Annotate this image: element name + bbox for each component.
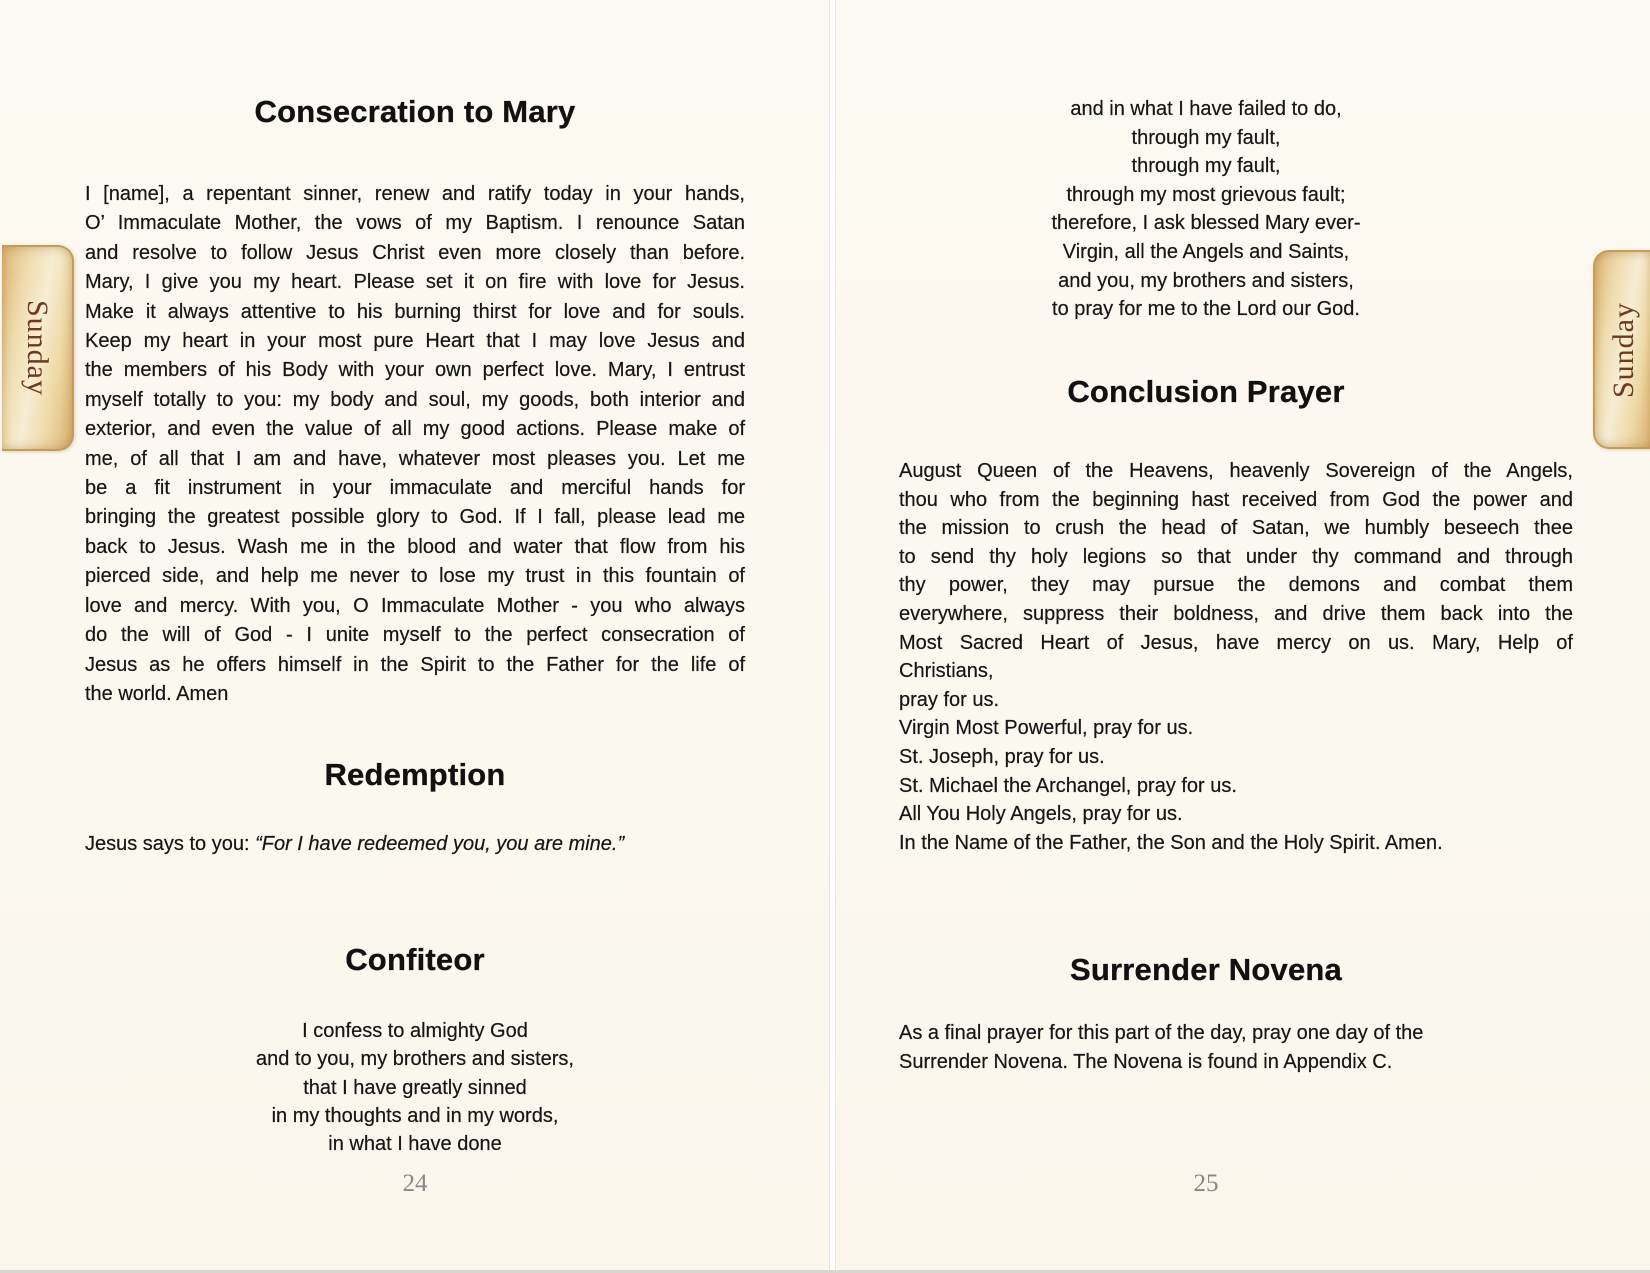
text-line: to pray for me to the Lord our God.	[1052, 298, 1360, 321]
heading-conclusion-prayer: Conclusion Prayer	[1067, 374, 1345, 409]
conclusion-paragraph	[899, 457, 1573, 857]
text-line: the mission to crush the head of Satan, we humbly beseech thee	[899, 517, 1573, 540]
text-line: through my most grievous fault;	[1066, 183, 1346, 206]
text-line: Surrender Novena. The Novena is found in Appendix C.	[899, 1051, 1393, 1073]
text-line: In the Name of the Father, the Son and the Holy Spirit. Amen.	[899, 831, 1443, 854]
text-line: Virgin, all the Angels and Saints,	[1062, 240, 1350, 263]
consecration-last-line: the world. Amen	[85, 682, 229, 705]
text-line: Most Sacred Heart of Jesus, have mercy on us. Mary, Help of	[899, 631, 1573, 654]
text-line: Make it always attentive to his burning thirst for love and for souls.	[85, 300, 745, 323]
text-line: I confess to almighty God	[302, 1020, 528, 1042]
redemption-quote: “For I have redeemed you, you are mine.”	[255, 833, 625, 855]
text-line: me, of all that I am and have, whatever most pleases you. Let me	[85, 447, 745, 470]
sunday-tab-right	[1593, 250, 1650, 449]
text-line: August Queen of the Heavens, heavenly Sovereign of the Angels,	[899, 460, 1573, 482]
consecration-justified-lines	[85, 180, 745, 680]
sunday-tab-left	[2, 245, 74, 451]
text-line: As a final prayer for this part of the day, pray one day of the	[899, 1022, 1424, 1044]
text-line: to send thy holy legions so that under thy command and through	[899, 545, 1573, 568]
text-line: in my thoughts and in my words,	[271, 1104, 559, 1127]
text-line: O’ Immaculate Mother, the vows of my Baptism. I renounce Satan	[85, 212, 745, 235]
text-line: I [name], a repentant sinner, renew and ratify today in your hands,	[85, 183, 745, 205]
text-line: Jesus as he offers himself in the Spirit to the Father for the life of	[85, 653, 745, 676]
text-line: through my fault,	[1131, 126, 1281, 149]
text-line: and you, my brothers and sisters,	[1058, 269, 1354, 292]
redemption-prefix: Jesus says to you:	[85, 833, 256, 855]
text-line: Christians,	[899, 660, 994, 683]
confiteor-continued-lines	[899, 95, 1513, 324]
text-line: that I have greatly sinned	[303, 1076, 527, 1099]
text-line: in what I have done	[328, 1133, 502, 1156]
text-line: Mary, I give you my heart. Please set it on fire with love for Jesus.	[85, 271, 745, 294]
text-line: St. Joseph, pray for us.	[899, 745, 1105, 768]
text-line: thou who from the beginning hast received from God the power and	[899, 488, 1573, 511]
text-line: bringing the greatest possible glory to God. If I fall, please lead me	[85, 506, 745, 529]
text-line: myself totally to you: my body and soul, my goods, both interior and	[85, 388, 745, 411]
redemption-line	[85, 830, 745, 859]
text-line: love and mercy. With you, O Immaculate Mother - you who always	[85, 594, 745, 617]
sunday-tab-left-label: Sunday	[21, 300, 54, 396]
heading-consecration-to-mary: Consecration to Mary	[254, 94, 576, 129]
text-line: through my fault,	[1131, 155, 1281, 178]
heading-confiteor: Confiteor	[345, 942, 485, 977]
text-line: thy power, they may pursue the demons and combat them	[899, 574, 1573, 597]
conclusion-plain-lines	[899, 657, 1573, 857]
text-line: pierced side, and help me never to lose my trust in this fountain of	[85, 565, 745, 588]
text-line: be a fit instrument in your immaculate and merciful hands for	[85, 477, 745, 500]
sunday-tab-right-label: Sunday	[1606, 301, 1640, 398]
conclusion-justified-lines	[899, 457, 1573, 657]
text-line: the members of his Body with your own perfect love. Mary, I entrust	[85, 359, 745, 382]
text-line: and to you, my brothers and sisters,	[256, 1048, 574, 1071]
page-number-left: 24	[402, 1170, 428, 1197]
confiteor-lines	[85, 1017, 745, 1158]
page-gutter-divider	[830, 0, 835, 1273]
text-line: St. Michael the Archangel, pray for us.	[899, 774, 1237, 797]
text-line: and resolve to follow Jesus Christ even more closely than before.	[85, 241, 745, 264]
text-line: pray for us.	[899, 688, 1000, 711]
heading-surrender-novena: Surrender Novena	[1070, 952, 1342, 987]
text-line: do the will of God - I unite myself to the perfect consecration of	[85, 624, 745, 647]
text-line: and in what I have failed to do,	[1070, 98, 1342, 120]
text-line: Virgin Most Powerful, pray for us.	[899, 717, 1194, 740]
text-line: back to Jesus. Wash me in the blood and water that flow from his	[85, 535, 745, 558]
heading-redemption: Redemption	[324, 757, 506, 792]
consecration-paragraph	[85, 180, 745, 709]
text-line: All You Holy Angels, pray for us.	[899, 803, 1183, 826]
text-line: Keep my heart in your most pure Heart that I may love Jesus and	[85, 330, 745, 353]
text-line: therefore, I ask blessed Mary ever-	[1051, 212, 1361, 235]
surrender-paragraph	[899, 1019, 1573, 1077]
page-number-right: 25	[1193, 1170, 1219, 1197]
text-line: everywhere, suppress their boldness, and drive them back into the	[899, 602, 1573, 625]
text-line: exterior, and even the value of all my good actions. Please make of	[85, 418, 745, 441]
